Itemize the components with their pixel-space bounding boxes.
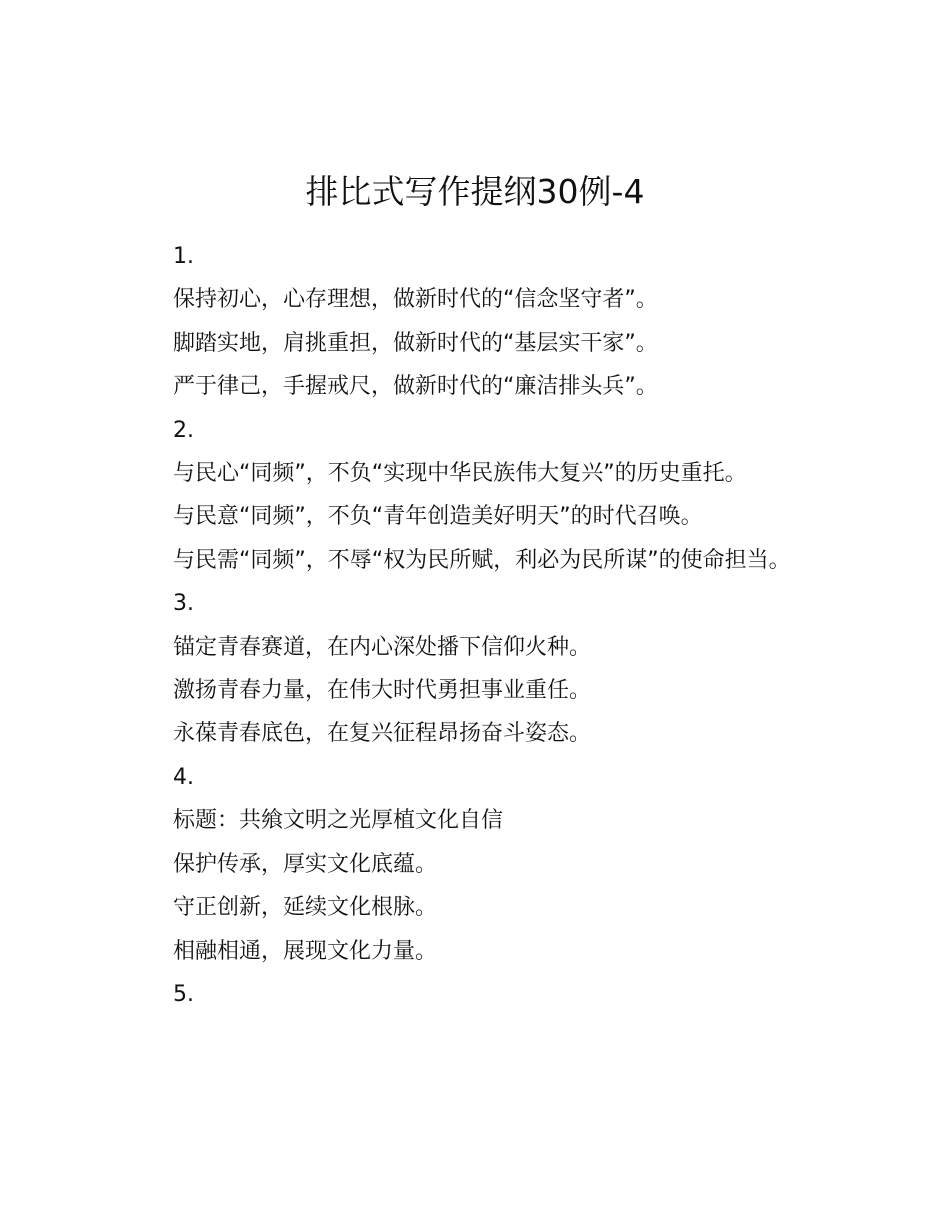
paragraph: 永葆青春底色，在复兴征程昂扬奋斗姿态。	[173, 721, 592, 747]
section-number: 5.	[173, 981, 194, 1007]
section-number: 1.	[173, 244, 194, 269]
section-heading: 标题：共飨文明之光厚植文化自信	[173, 808, 504, 834]
paragraph: 脚踏实地，肩挑重担，做新时代的“基层实干家”。	[173, 330, 658, 356]
section-number: 3.	[173, 591, 194, 617]
paragraph: 保护传承，厚实文化底蕴。	[173, 851, 438, 877]
paragraph: 锚定青春赛道，在内心深处播下信仰火种。	[173, 634, 592, 660]
paragraph: 与民心“同频”，不负“实现中华民族伟大复兴”的历史重托。	[173, 461, 747, 487]
paragraph: 激扬青春力量，在伟大时代勇担事业重任。	[173, 678, 592, 704]
paragraph: 严于律己，手握戒尺，做新时代的“廉洁排头兵”。	[173, 374, 658, 400]
paragraph: 保持初心，心存理想，做新时代的“信念坚守者”。	[173, 287, 658, 313]
section-number: 2.	[173, 417, 194, 443]
document-body	[126, 235, 836, 1016]
paragraph: 守正创新，延续文化根脉。	[173, 895, 438, 921]
section-number: 4.	[173, 764, 194, 790]
paragraph: 与民需“同频”，不辱“权为民所赋，利必为民所谋”的使命担当。	[173, 547, 791, 573]
document-title: 排比式写作提纲30例-4	[305, 172, 645, 211]
paragraph: 相融相通，展现文化力量。	[173, 938, 438, 964]
paragraph: 与民意“同频”，不负“青年创造美好明天”的时代召唤。	[173, 504, 703, 530]
